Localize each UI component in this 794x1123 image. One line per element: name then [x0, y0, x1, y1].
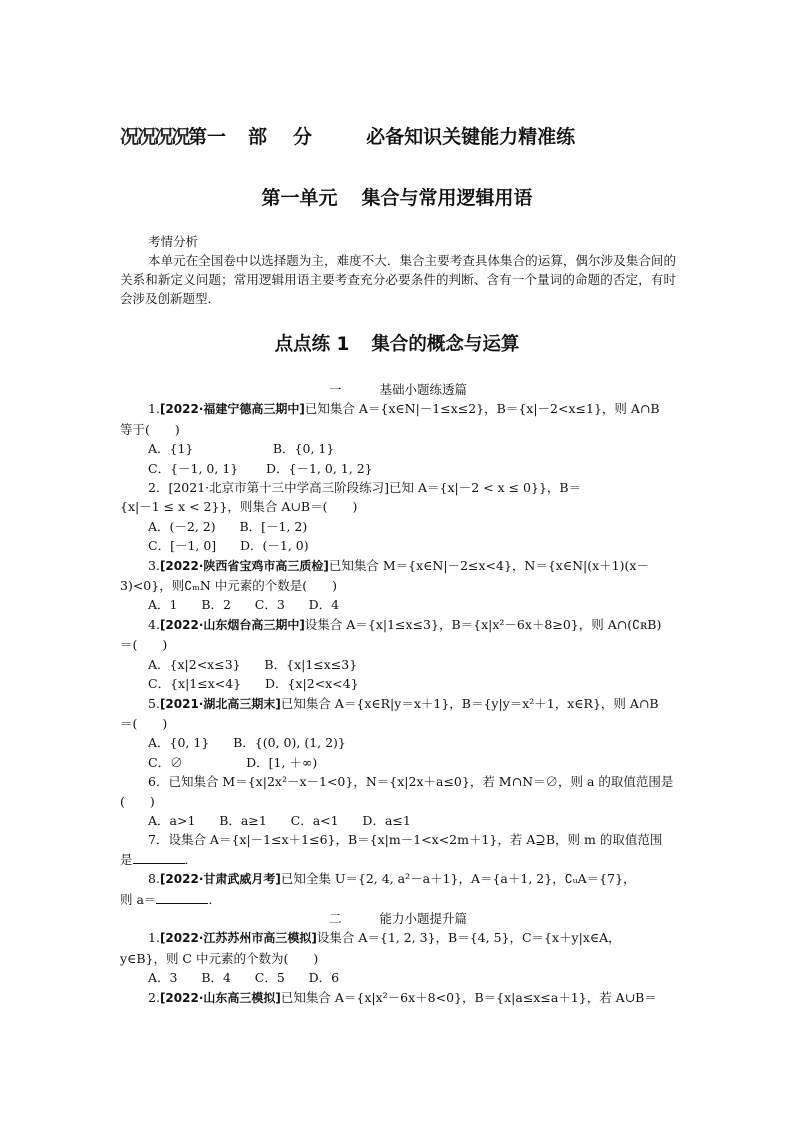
question-2-2: [120, 988, 676, 1008]
part-label-2: 部: [248, 126, 268, 148]
question-4: [120, 615, 676, 635]
question-2-1: [120, 928, 676, 948]
question-source: [2022·甘肃武威月考]: [159, 872, 281, 887]
subsection-number: 二: [328, 910, 342, 926]
question-list: [120, 380, 676, 1008]
question-number: 2.: [148, 989, 160, 1005]
question-1-cont: 等于( ): [120, 421, 180, 437]
question-2: 2．[2021·北京市第十三中学高三阶段练习]已知 A＝{x|－2 < x ≤ 0}}，B＝: [148, 480, 582, 496]
question-3-options: A．1 B．2 C．3 D．4: [148, 597, 340, 613]
answer-blank[interactable]: [156, 891, 208, 904]
question-stem: 设集合 A＝{x|1≤x≤3}，B＝{x|x²－6x＋8≥0}，则 A∩(∁ʀB): [304, 616, 662, 632]
question-source: [2022·山东高三模拟]: [159, 990, 281, 1005]
question-stem: 则 a＝: [120, 891, 157, 907]
question-2-cont: {x|－1 ≤ x < 2}}，则集合 A∪B＝( ): [120, 499, 358, 515]
question-6-options: A．a>1 B．a≥1 C．a<1 D．a≤1: [148, 812, 411, 828]
question-stem: 已知集合 A＝{x|x²－6x＋8<0}，B＝{x|a≤x≤a＋1}，若 A∪B＝: [280, 989, 657, 1005]
question-number: 1.: [148, 401, 160, 417]
section-number: 点点练 1: [274, 334, 350, 355]
question-number: 3.: [148, 557, 160, 573]
exam-analysis: [120, 232, 676, 308]
question-number: 5.: [148, 695, 160, 711]
subsection-name: 基础小题练透篇: [379, 382, 468, 397]
subsection-number: 一: [328, 382, 342, 397]
answer-blank[interactable]: [133, 851, 185, 864]
question-1-options-row-1: A．{1} B．{0, 1}: [148, 441, 335, 457]
question-stem: 已知集合 A＝{x∈N|－1≤x≤2}，B＝{x|－2<x≤1}，则 A∩B: [304, 401, 660, 417]
question-3: [120, 556, 676, 576]
question-1: [120, 399, 676, 419]
question-source: [2022·山东烟台高三期中]: [159, 617, 305, 632]
analysis-body: 本单元在全国卷中以选择题为主，难度不大．集合主要考查具体集合的运算，偶尔涉及集合间的关系和新定义问题；常用逻辑用语主要考查充分必要条件的判断、含有一个量词的命题的否定，有时会涉及创新题型．: [120, 253, 676, 306]
question-stem: 是: [120, 851, 133, 867]
question-stem: 已知集合 A＝{x∈R|y＝x＋1}，B＝{y|y＝x²＋1，x∈R}，则 A∩B: [280, 695, 659, 711]
subsection-heading-2: [120, 909, 676, 928]
question-source: [2022·福建宁德高三期中]: [159, 402, 305, 417]
question-4-cont: ＝( ): [120, 637, 168, 653]
part-header: [120, 122, 680, 149]
question-2-options-row-1: A．(－2, 2) B．[－1, 2): [148, 518, 308, 534]
question-4-options-row-1: A．{x|2<x≤3} B．{x|1≤x≤3}: [148, 656, 358, 672]
question-5-cont: ＝( ): [120, 715, 168, 731]
section-name: 集合的概念与运算: [371, 334, 520, 355]
question-7-cont: 是 ．: [120, 851, 198, 867]
question-6-cont: ( ): [120, 793, 155, 809]
question-5: [120, 694, 676, 714]
question-1-options-row-2: C．{－1, 0, 1} D．{－1, 0, 1, 2}: [148, 460, 373, 476]
question-source: [2022·江苏苏州市高三模拟]: [159, 931, 317, 946]
unit-number: 第一单元: [261, 187, 338, 209]
question-4-options-row-2: C．{x|1≤x<4} D．{x|2<x<4}: [148, 676, 359, 692]
question-number: 8.: [148, 871, 160, 887]
analysis-label: 考情分析: [148, 234, 199, 249]
subsection-name: 能力小题提升篇: [379, 910, 468, 926]
section-title: [0, 330, 794, 356]
question-3-cont: 3)<0}，则∁ₘN 中元素的个数是( ): [120, 578, 337, 594]
question-8-cont: 则 a＝ ．: [120, 891, 221, 907]
question-5-options-row-1: A．{0, 1} B．{(0, 0), (1, 2)}: [148, 735, 346, 751]
part-label-1: 第一: [188, 126, 227, 148]
question-2-options-row-2: C．[－1, 0] D．(－1, 0): [148, 538, 309, 554]
header-overlap-text: 况况况况: [120, 126, 189, 148]
question-stem: 已知集合 M＝{x∈N|－2≤x<4}，N＝{x∈N|(x＋1)(x－: [328, 557, 649, 573]
unit-name: 集合与常用逻辑用语: [361, 187, 533, 209]
question-number: 1.: [148, 930, 160, 946]
question-8: [120, 869, 676, 889]
question-5-options-row-2: C．∅ D．[1, ＋∞): [148, 754, 318, 770]
unit-title: [0, 183, 794, 210]
question-2-1-cont: y∈B}，则 C 中元素的个数为( ): [120, 950, 319, 966]
question-2-1-options: A．3 B．4 C．5 D．6: [148, 970, 340, 986]
question-stem: 已知全集 U＝{2, 4, a²－a＋1}，A＝{a＋1, 2}，∁ᵤA＝{7}，: [280, 871, 636, 887]
question-7: 7．设集合 A＝{x|－1≤x＋1≤6}，B＝{x|m－1<x<2m＋1}，若 A⊇B，则 m 的取值范围: [148, 832, 663, 848]
question-number: 4.: [148, 616, 160, 632]
part-label-3: 分: [293, 126, 313, 148]
question-source: [2022·陕西省宝鸡市高三质检]: [159, 558, 329, 573]
question-6: 6．已知集合 M＝{x|2x²－x－1<0}，N＝{x|2x＋a≤0}，若 M∩N＝∅，则 a 的取值范围是: [148, 774, 674, 790]
question-stem: 设集合 A＝{1, 2, 3}，B＝{4, 5}，C＝{x＋y|x∈A，: [316, 930, 621, 946]
question-source: [2021·湖北高三期末]: [159, 696, 281, 711]
subsection-heading-1: [120, 380, 676, 399]
part-subtitle: 必备知识关键能力精准练: [366, 126, 576, 148]
